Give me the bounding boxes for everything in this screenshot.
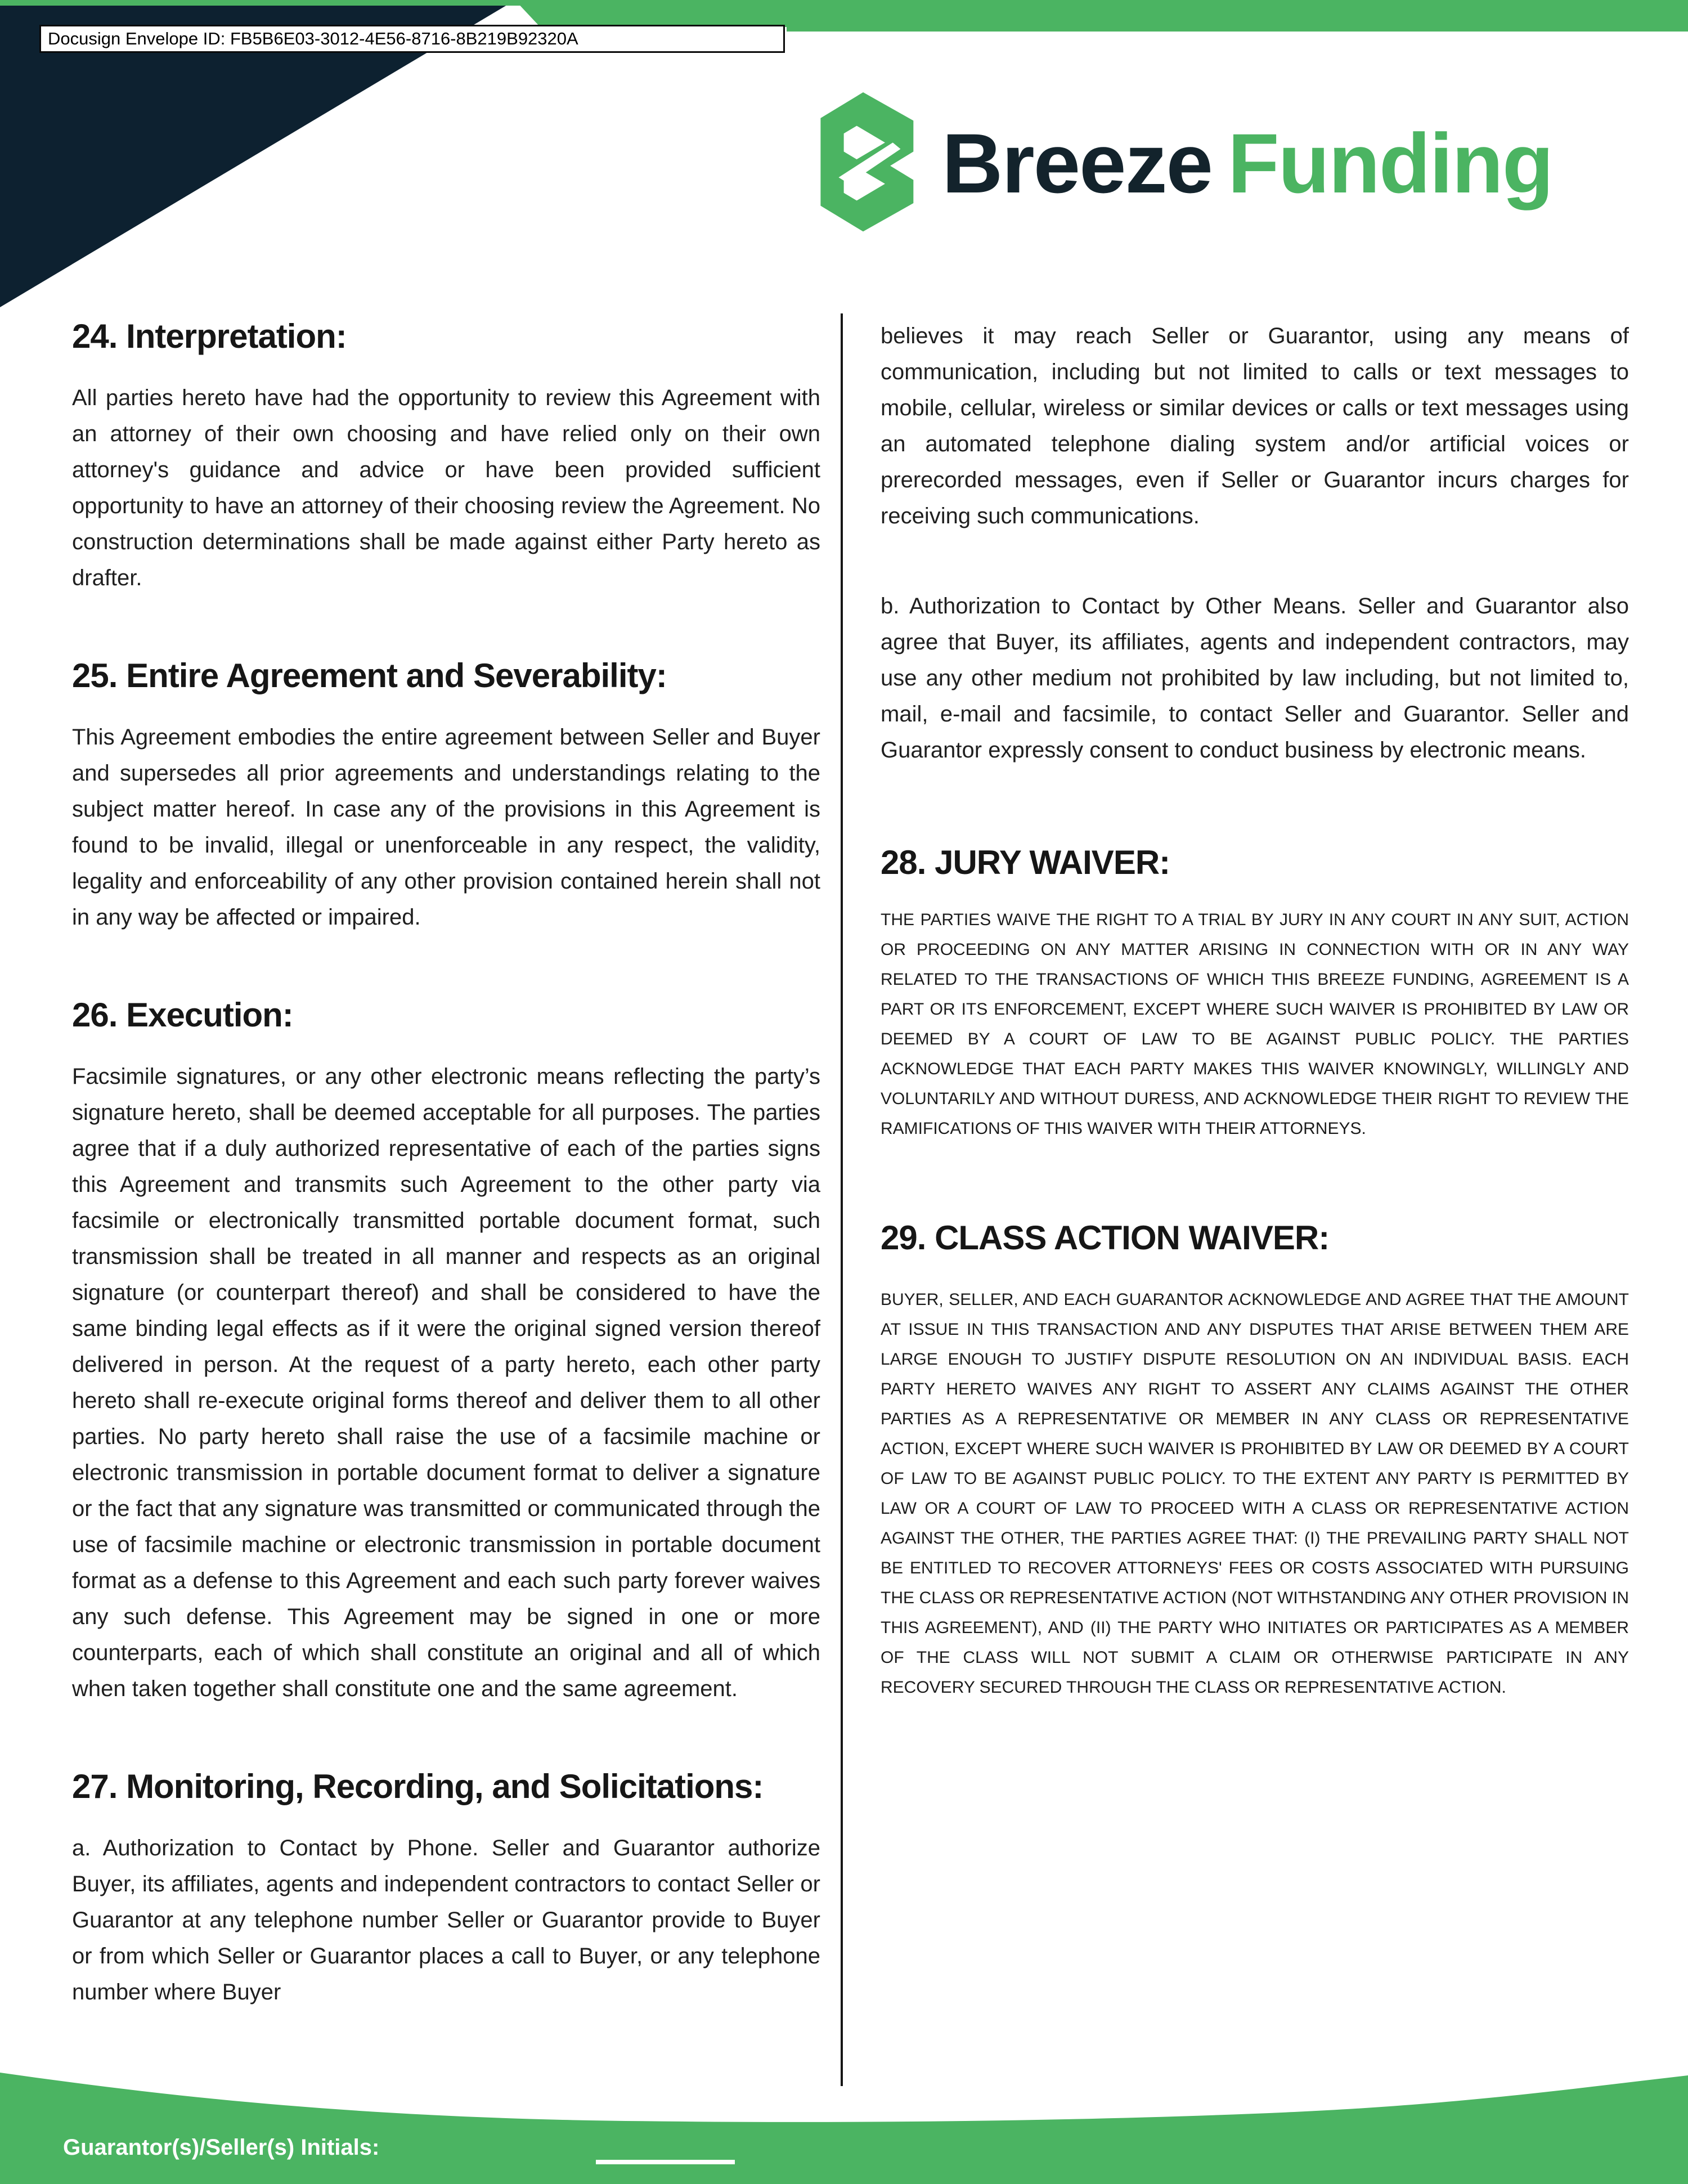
docusign-envelope-id: Docusign Envelope ID: FB5B6E03-3012-4E56-8716-8B219B92320A [48, 29, 578, 48]
footer-wave [0, 2066, 1688, 2184]
logo-wordmark [942, 115, 1552, 212]
section-27-heading: 27. Monitoring, Recording, and Solicitations: [72, 1768, 764, 1805]
section-26-heading: 26. Execution: [72, 996, 293, 1034]
section-24-heading: 24. Interpretation: [72, 317, 347, 355]
logo-text-breeze: Breeze [942, 115, 1212, 210]
initials-label: Guarantor(s)/Seller(s) Initials: [63, 2135, 380, 2160]
section-27-body-a: a. Authorization to Contact by Phone. Seller and Guarantor authorize Buyer, its affiliates, agents and independent contractors to contact Seller or Guarantor at any telephone number Seller or Guarantor provide to Buyer or from which Seller or Guarantor places a call to Buyer, or any telephone number where Buyer [72, 1836, 820, 2004]
section-24-body: All parties hereto have had the opportunity to review this Agreement with an attorney of their own choosing and have relied only on their own attorney's guidance and advice or have been provided sufficient opportunity to have an attorney of their choosing review the Agreement. No construction determinations shall be made against either Party hereto as drafter. [72, 385, 820, 590]
docusign-banner [39, 25, 785, 53]
column-divider [841, 313, 843, 2086]
right-column [881, 315, 1629, 1702]
section-27-body-b: b. Authorization to Contact by Other Means. Seller and Guarantor also agree that Buyer, its affiliates, agents and independent contractors, may use any other medium not prohibited by law including, but not limited to, mail, e-mail and facsimile, to contact Seller and Guarantor. Seller and Guarantor expressly consent to conduct business by electronic means. [881, 594, 1629, 763]
left-column [72, 315, 820, 2010]
logo-text-funding: Funding [1227, 115, 1553, 210]
section-28-heading: 28. JURY WAIVER: [881, 844, 1170, 881]
section-28-body: THE PARTIES WAIVE THE RIGHT TO A TRIAL BY JURY IN ANY COURT IN ANY SUIT, ACTION OR PROCEEDING ON ANY MATTER ARISING IN CONNECTION WITH OR IN ANY WAY RELATED TO THE TRANSACTIONS OF WHICH THIS BREEZE FUNDING, AGREEMENT IS A PART OR ITS ENFORCEMENT, EXCEPT WHERE SUCH WAIVER IS PROHIBITED BY LAW OR DEEMED BY A COURT OF LAW TO BE AGAINST PUBLIC POLICY. THE PARTIES ACKNOWLEDGE THAT EACH PARTY MAKES THIS WAIVER KNOWINGLY, WILLINGLY AND VOLUNTARILY AND WITHOUT DURESS, AND ACKNOWLEDGE THEIR RIGHT TO REVIEW THE RAMIFICATIONS OF THIS WAIVER WITH THEIR ATTORNEYS. [881, 911, 1629, 1138]
breeze-logo [803, 90, 1552, 236]
breeze-logo-icon [803, 92, 923, 234]
section-25-body: This Agreement embodies the entire agreement between Seller and Buyer and supersedes all prior agreements and understandings relating to the subject matter hereof. In case any of the provisions in this Agreement is found to be invalid, illegal or unenforceable in any respect, the validity, legality and enforceability of any other provision contained herein shall not in any way be affected or impaired. [72, 725, 820, 930]
section-27-body-a-continued: believes it may reach Seller or Guarantor, using any means of communication, including but not limited to calls or text messages to mobile, cellular, wireless or similar devices or calls or text messages using an automated telephone dialing system and/or artificial voices or prerecorded messages, even if Seller or Guarantor incurs charges for receiving such communications. [881, 324, 1629, 528]
section-26-body: Facsimile signatures, or any other electronic means reflecting the party’s signature hereto, shall be deemed acceptable for all purposes. The parties agree that if a duly authorized representative of each of the parties signs this Agreement and transmits such Agreement to the other party via facsimile or electronically transmitted portable document format, such transmission shall be treated in all manner and respects as an original signature (or counterpart thereof) and shall be considered to have the same binding legal effects as if it were the original signed version thereof delivered in person. At the request of a party hereto, each other party hereto shall re-execute original forms thereof and deliver them to all other parties. No party hereto shall raise the use of a facsimile machine or electronic transmission in portable document format to deliver a signature or the fact that any signature was transmitted or communicated through the use of facsimile machine or electronic transmission in portable document format as a defense to this Agreement and each such party forever waives any such defense. This Agreement may be signed in one or more counterparts, each of which shall constitute an original and all of which when taken together shall constitute one and the same agreement. [72, 1064, 820, 1701]
initials-line[interactable] [596, 2160, 735, 2164]
section-25-heading: 25. Entire Agreement and Severability: [72, 657, 667, 694]
top-green-strip [0, 0, 1688, 6]
section-29-body: BUYER, SELLER, AND EACH GUARANTOR ACKNOWLEDGE AND AGREE THAT THE AMOUNT AT ISSUE IN THIS TRANSACTION AND ANY DISPUTES THAT ARISE BETWEEN THEM ARE LARGE ENOUGH TO JUSTIFY DISPUTE RESOLUTION ON AN INDIVIDUAL BASIS. EACH PARTY HERETO WAIVES ANY RIGHT TO ASSERT ANY CLAIMS AGAINST THE OTHER PARTIES AS A REPRESENTATIVE OR MEMBER IN ANY CLASS OR REPRESENTATIVE ACTION, EXCEPT WHERE SUCH WAIVER IS PROHIBITED BY LAW OR DEEMED BY A COURT OF LAW TO BE AGAINST PUBLIC POLICY. TO THE EXTENT ANY PARTY IS PERMITTED BY LAW OR A COURT OF LAW TO PROCEED WITH A CLASS OR REPRESENTATIVE ACTION AGAINST THE OTHER, THE PARTIES AGREE THAT: (I) THE PREVAILING PARTY SHALL NOT BE ENTITLED TO RECOVER ATTORNEYS' FEES OR COSTS ASSOCIATED WITH PURSUING THE CLASS OR REPRESENTATIVE ACTION (NOT WITHSTANDING ANY OTHER PROVISION IN THIS AGREEMENT), AND (II) THE PARTY WHO INITIATES OR PARTICIPATES AS A MEMBER OF THE CLASS WILL NOT SUBMIT A CLAIM OR OTHERWISE PARTICIPATE IN ANY RECOVERY SECURED THROUGH THE CLASS OR REPRESENTATIVE ACTION. [881, 1290, 1629, 1697]
section-29-heading: 29. CLASS ACTION WAIVER: [881, 1219, 1330, 1257]
